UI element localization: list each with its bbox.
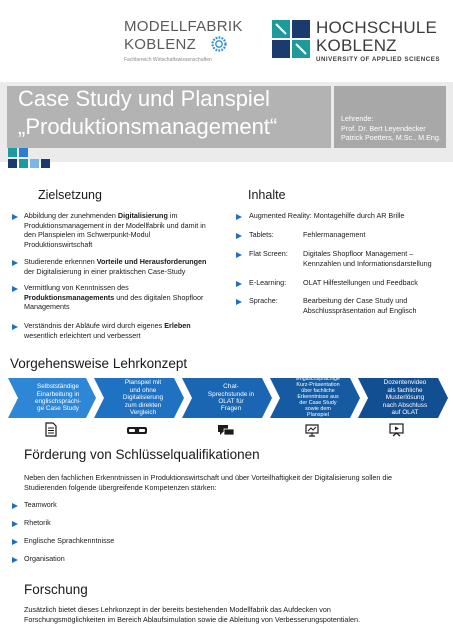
- bullet-arrow-icon: [236, 281, 242, 288]
- bullet-arrow-icon: [12, 286, 18, 293]
- zielsetzung-item-2: Studierende erkennen Vorteile und Herausforderungen der Digitalisierung in einer praktischen Case-Study: [24, 257, 207, 276]
- inhalte-ar: Augmented Reality: Montagehilfe durch AR Brille: [249, 211, 405, 220]
- foerderung-heading: Förderung von Schlüsselqualifikationen: [24, 447, 260, 462]
- skill-item: Englische Sprachkenntnisse: [24, 536, 115, 545]
- bullet-arrow-icon: [236, 214, 242, 221]
- skill-item: Organisation: [24, 554, 65, 563]
- step-5-text: Dozentenvideo als fachliche Musterlösung nach Abschluss auf OLAT: [382, 379, 428, 417]
- zielsetzung-item-1: Abbildung der zunehmenden Digitalisierung im Produktionsmanagement in der Modellfabrik und damit in den Planspielen im Schwerpunkt-Modul Produktionswirtschaft: [24, 211, 206, 249]
- bullet-arrow-icon: [236, 233, 242, 240]
- bullet-arrow-icon: [12, 557, 18, 564]
- lecturers-label: Lehrende:: [341, 114, 374, 123]
- deco-square: [8, 148, 17, 157]
- poster-title-line2: „Produktionsmanagement“: [18, 114, 278, 139]
- presentation-icon: [305, 424, 319, 437]
- inhalte-elearning-value: OLAT Hilfestellungen und Feedback: [303, 278, 418, 287]
- logo-mf-tagline: Fachbereich Wirtschaftswissenschaften: [124, 57, 212, 63]
- step-2-text: Planspiel mit und ohne Digitalisierung zum direkten Vergleich: [122, 379, 164, 417]
- inhalte-flatscreen-value: Digitales Shopfloor Management – Kennzahlen und Informationsdarstellung: [303, 249, 432, 268]
- zielsetzung-item-4: Verständnis der Abläufe wird durch eigenes Erleben wesentlich erleichtert und verbessert: [24, 321, 191, 340]
- zielsetzung-item-3: Vermittlung von Kenntnissen des Produktionsmanagements und des digitalen Shopfloor Managements: [24, 283, 204, 312]
- bullet-arrow-icon: [12, 214, 18, 221]
- bullet-arrow-icon: [12, 521, 18, 528]
- step-1-text: Selbstständige Einarbeitung in englischsprachi- ge Case Study: [34, 383, 82, 413]
- poster-title-line1: Case Study und Planspiel: [18, 86, 270, 111]
- hochschule-logo: [272, 18, 442, 66]
- step-3-text: Chat- Sprechstunde in OLAT für Fragen: [207, 383, 255, 413]
- document-icon: [45, 422, 57, 437]
- bullet-arrow-icon: [236, 299, 242, 306]
- bullet-arrow-icon: [12, 324, 18, 331]
- bullet-arrow-icon: [236, 252, 242, 259]
- logo-hs-line2: KOBLENZ: [316, 36, 397, 55]
- inhalte-sprache-label: Sprache:: [249, 296, 278, 305]
- inhalte-flatscreen-label: Flat Screen:: [249, 249, 288, 258]
- deco-square: [19, 148, 28, 157]
- deco-square: [30, 159, 39, 168]
- deco-square: [41, 159, 50, 168]
- chat-icon: [218, 425, 234, 437]
- bullet-arrow-icon: [12, 539, 18, 546]
- skill-item: Rhetorik: [24, 518, 51, 527]
- step-4-text: Englischsprachige Kurz-Präsentation über fachliche Erkenntnisse aus der Case Study sowie dem Planspiel: [296, 376, 340, 418]
- zielsetzung-heading: Zielsetzung: [38, 188, 102, 202]
- deco-square: [8, 159, 17, 168]
- inhalte-tablets-label: Tablets:: [249, 230, 274, 239]
- inhalte-heading: Inhalte: [248, 188, 286, 202]
- bullet-arrow-icon: [12, 260, 18, 267]
- logo-mf-line1: MODELLFABRIK: [124, 18, 243, 35]
- inhalte-tablets-value: Fehlermanagement: [303, 230, 366, 239]
- lecturer-2: Patrick Poetters, M.Sc., M.Eng.: [341, 133, 441, 142]
- logo-hs-line1: HOCHSCHULE: [316, 18, 438, 37]
- modellfabrik-logo: [124, 18, 244, 76]
- foerderung-intro: Neben den fachlichen Erkenntnissen in Produktionswirtschaft und über Vorteilhaftigkeit der Digitalisierung sollen die Studierenden folgende übergreifende Kompetenzen stärken:: [24, 473, 392, 493]
- lecturers-text: [341, 114, 441, 143]
- logo-mf-line2: KOBLENZ: [124, 36, 197, 53]
- hochschule-mark-icon: [272, 20, 310, 58]
- forschung-heading: Forschung: [24, 582, 88, 597]
- vr-glasses-icon: [126, 426, 148, 435]
- deco-square: [19, 159, 28, 168]
- vorgehensweise-heading: Vorgehensweise Lehrkonzept: [10, 356, 188, 371]
- lecturer-1: Prof. Dr. Bert Leyendecker: [341, 123, 426, 133]
- video-icon: [389, 423, 404, 437]
- bullet-arrow-icon: [12, 503, 18, 510]
- inhalte-sprache-value: Bearbeitung der Case Study und Abschlusspräsentation auf Englisch: [303, 296, 417, 315]
- gear-icon: [210, 35, 228, 53]
- logo-hs-line3: UNIVERSITY OF APPLIED SCIENCES: [316, 56, 440, 63]
- forschung-text: Zusätzlich bietet dieses Lehrkonzept in der bereits bestehenden Modellfabrik das Aufdecken von Forschungsmöglichkeiten im Bereich Ablaufsimulation sowie die Ableitung von Verbesserungspotentialen.: [24, 605, 361, 625]
- inhalte-elearning-label: E-Learning:: [249, 278, 287, 287]
- skill-item: Teamwork: [24, 500, 57, 509]
